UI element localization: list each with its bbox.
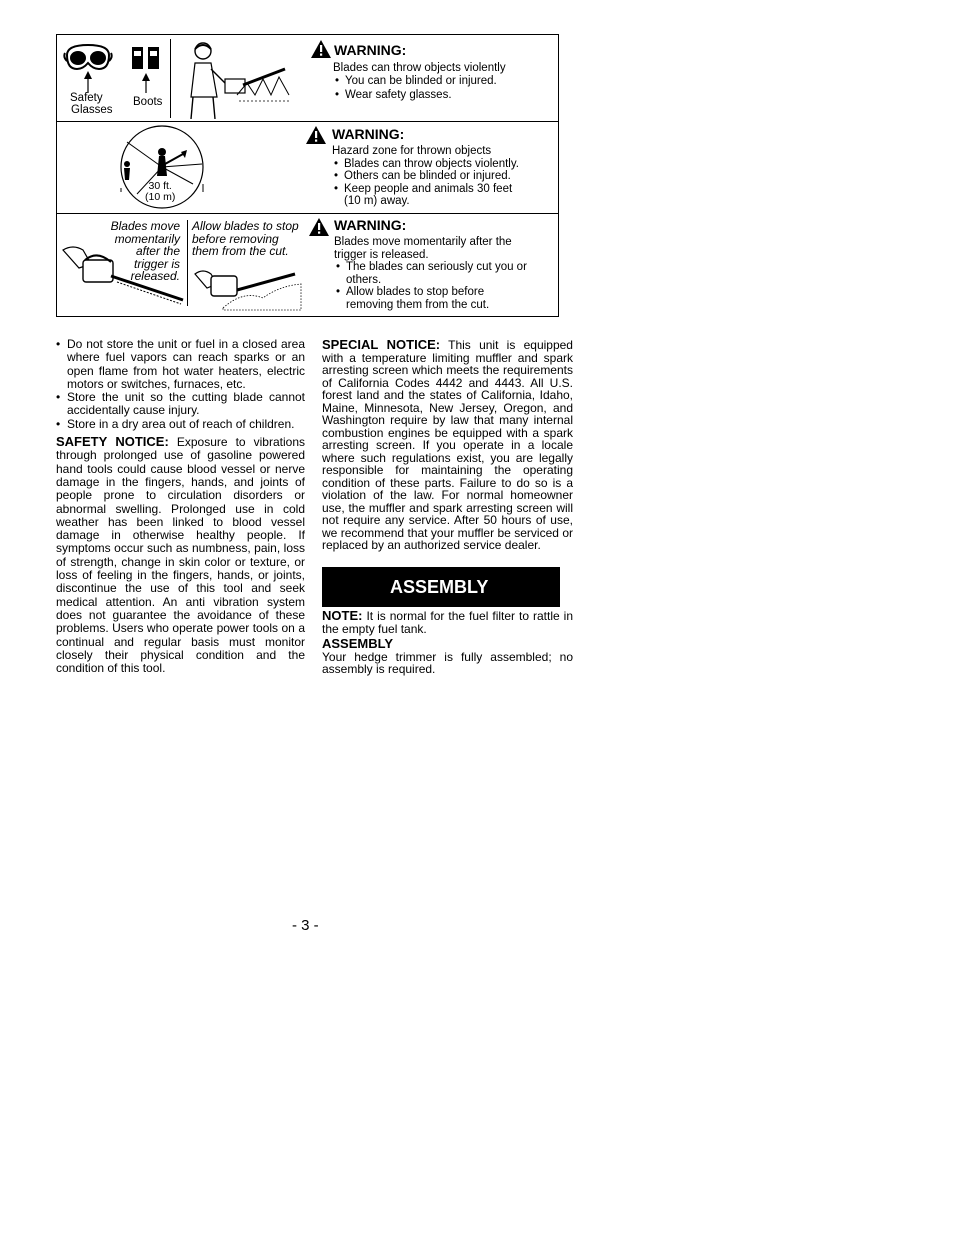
divider xyxy=(187,220,188,306)
warning-text: Hazard zone for thrown objects • Blades can throw objects violently. • Others can be blinded or injured. • Keep people and animals 30 feet (10 m) away. xyxy=(332,145,519,208)
safety-notice-text: Exposure to vibrations through prolonged use of gasoline powered hand tools could cause blood vessel or nerve damage in the fingers, hands, and joints of people prone to circulation disorders or abnormal swelling. Prolonged use in cold weather has been linked to blood vessel damage in otherwise healthy people. If symptoms occur such as numbness, pain, loss of strength, change in skin color or texture, or loss of feeling in the fingers, hands, or joints, discontinue the use of this tool and seek medical attention. An anti vibration system does not guarantee the avoidance of these problems. Users who operate power tools on a continual and regular basis must monitor closely their physical condition and the condition of this tool. xyxy=(56,435,305,676)
list-item: • The blades can seriously cut you or xyxy=(334,261,527,274)
warning-text: Blades can throw objects violently • You can be blinded or injured. • Wear safety glasses. xyxy=(333,62,506,102)
right-column xyxy=(322,339,573,552)
list-item: • Store the unit so the cutting blade cannot accidentally cause injury. xyxy=(56,391,305,418)
list-item: • You can be blinded or injured. xyxy=(333,75,506,88)
list-item: • Others can be blinded or injured. xyxy=(332,170,519,183)
list-item: • Wear safety glasses. xyxy=(333,89,506,102)
operator-illustration xyxy=(177,39,292,119)
list-item: • Store in a dry area out of reach of children. xyxy=(56,418,305,431)
trimmer-release-illustration xyxy=(61,238,185,310)
special-notice-heading: SPECIAL NOTICE: xyxy=(322,337,441,352)
distance-label: 30 ft. (10 m) xyxy=(145,180,176,203)
note-section xyxy=(322,610,573,676)
caption-blades-move: Blades move momentarily after the trigger is released. xyxy=(110,219,180,284)
warning-title: WARNING: xyxy=(334,42,407,58)
warning-title: WARNING: xyxy=(334,217,407,233)
divider xyxy=(170,39,171,118)
warning-title: WARNING: xyxy=(332,126,405,142)
list-item: • Blades can throw objects violently. xyxy=(332,158,519,171)
warning-box xyxy=(56,34,559,317)
assembly-heading: ASSEMBLY xyxy=(322,636,394,651)
list-item: • Allow blades to stop before xyxy=(334,286,527,299)
warning-triangle-icon xyxy=(306,126,326,144)
note-heading: NOTE: xyxy=(322,608,363,623)
list-item: • Do not store the unit or fuel in a closed area where fuel vapors can reach sparks or an open flame from hot water heaters, electric motors or switches, furnaces, etc. xyxy=(56,338,305,391)
safety-glasses-icon xyxy=(63,41,113,93)
safety-notice xyxy=(56,435,305,675)
special-notice-text: This unit is equipped with a temperature limiting muffler and spark arresting screen which meets the requirements of California Codes 4442 and 4443. All U.S. forest land and the states of California, Idaho, Maine, Minnesota, New Jersey, Oregon, and Washington require by law that many internal combustion engines be equipped with a spark arresting screen. If you operate in a locale where such regulations exist, you are legally responsible for maintaining the operating condition of these parts. Failure to do so is a violation of the law. For normal homeowner use, the muffler and spark arresting screen will not require any service. After 50 hours of use, we recommend that your muffler be serviced or replaced by an authorized service dealer. xyxy=(322,338,573,552)
trimmer-stop-illustration xyxy=(193,260,303,312)
caption-allow-stop: Allow blades to stop before removing them from the cut. xyxy=(192,219,299,259)
assembly-text: Your hedge trimmer is fully assembled; no assembly is required. xyxy=(322,649,573,676)
assembly-banner: ASSEMBLY xyxy=(322,567,560,607)
warning-row-hazard-zone xyxy=(57,122,558,214)
warning-triangle-icon xyxy=(311,40,331,58)
boots-label: Boots xyxy=(133,96,163,108)
page-number: - 3 - xyxy=(292,917,319,934)
warning-text: Blades move momentarily after the trigger is released. • The blades can seriously cut you or others. • Allow blades to stop before removing them from the cut. xyxy=(334,236,527,312)
left-column xyxy=(56,338,305,675)
boots-icon xyxy=(130,43,162,95)
warning-triangle-icon xyxy=(309,218,329,236)
list-item: • Keep people and animals 30 feet xyxy=(332,183,519,196)
note-text: It is normal for the fuel filter to rattle in the empty fuel tank. xyxy=(322,609,573,636)
glasses-label: Safety Glasses xyxy=(70,92,113,116)
warning-row-blades-move xyxy=(57,214,558,317)
safety-notice-heading: SAFETY NOTICE: xyxy=(56,434,169,450)
warning-row-glasses xyxy=(57,35,558,122)
